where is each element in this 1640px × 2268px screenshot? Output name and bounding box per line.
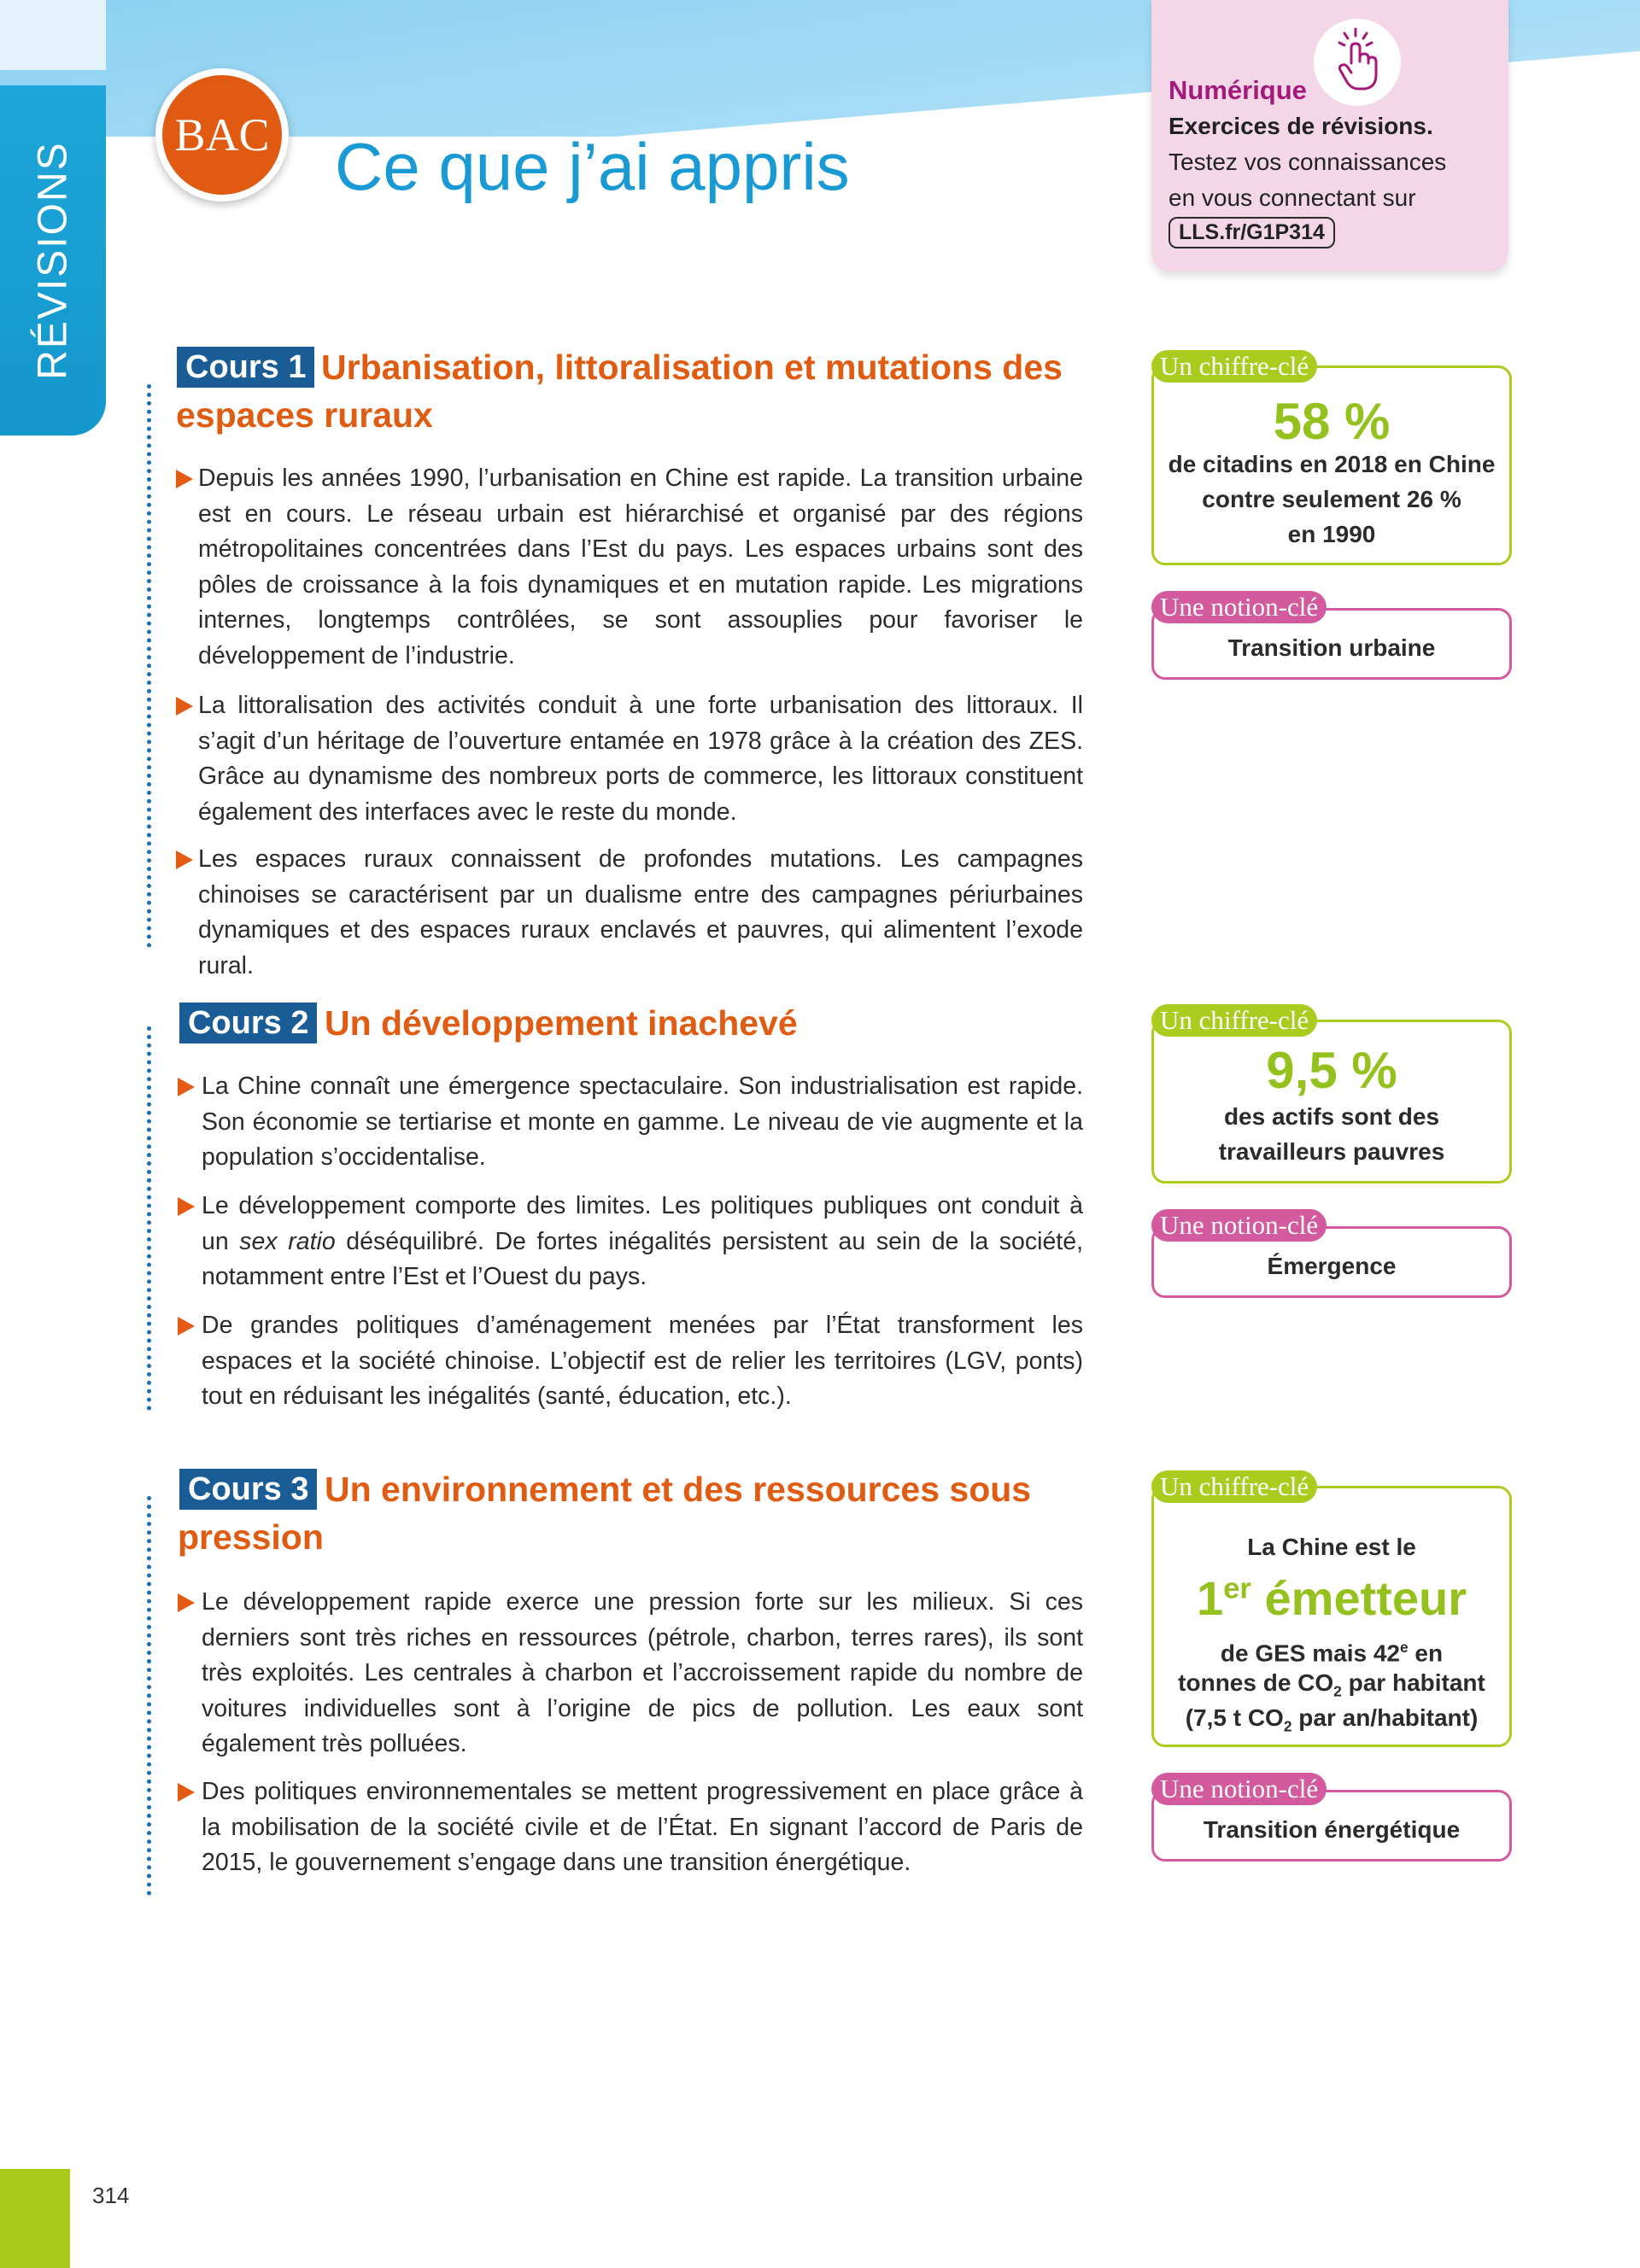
key-figure-value-word: émetteur [1264,1571,1467,1625]
numerique-box [1151,0,1508,272]
course-1-title-line-1: Urbanisation, littoralisation et mutations des [321,348,1063,387]
footer-block [0,2169,70,2268]
key-figure-value: 9,5 % [1266,1042,1397,1099]
course-3-paragraph-1: Le développement rapide exerce une pression forte sur les milieux. Si ces derniers sont très riches en ressources (pétrole, charbon, terres rares), ils sont très exploités. Les centrales à charbon et l’accroissement rapide du nombre de voitures individuelles sont à l’origine de pics de pollution. Les eaux sont également très polluées. [202,1588,1083,1757]
key-notion-label: Une notion-clé [1151,1209,1327,1242]
key-figure-card-2 [1151,1020,1512,1184]
bullet-icon [176,697,193,716]
course-3-title-line-1: Un environnement et des ressources sous [325,1470,1032,1509]
sex-ratio-term: sex ratio [239,1227,336,1255]
course-1-paragraph-1: Depuis les années 1990, l’urbanisation en Chine est rapide. La transition urbaine est en cours. Le réseau urbain est hiérarchisé et organisé par des régions métropolitaines concentrées dans l’Est du pays. Les espaces urbains sont des pôles de croissance à la fois dynamiques et en mutation rapide. Les migrations internes, longtemps contrôlées, se sont assouplies pour favoriser le développement de l’industrie. [198,465,1083,669]
key-figure-rank-sup: er [1223,1572,1251,1605]
key-figure-rank: 1 [1196,1571,1224,1625]
touch-hand-icon [1314,19,1401,106]
numerique-link[interactable]: LLS.fr/G1P314 [1168,217,1335,248]
key-figure-text-3 [1154,1700,1509,1745]
key-figure-text-3b: par an/habitant) [1298,1704,1479,1731]
course-2-paragraph-2 [202,1189,1083,1295]
key-figure-label: Un chiffre-clé [1151,1004,1317,1037]
bullet-icon [178,1078,195,1096]
numerique-line-3: en vous connectant sur [1168,184,1416,211]
key-figure-value [1154,1570,1509,1626]
numerique-line-1: Exercices de révisions. [1168,113,1433,139]
key-figure-text-1: de citadins en 2018 en Chine [1168,451,1496,477]
key-notion-label: Une notion-clé [1151,591,1327,623]
numerique-title: Numérique [1168,75,1307,105]
key-figure-text-2-sub: 2 [1333,1682,1342,1700]
course-2-tag: Cours 2 [179,1002,317,1043]
bac-badge [155,68,289,202]
course-3-title-line-2: pression [178,1517,324,1557]
bullet-icon [178,1593,195,1612]
key-notion-text: Transition énergétique [1203,1816,1461,1843]
bullet-icon [176,470,193,488]
course-2-paragraph-2-part-1: Le développement comporte des limites. Les politiques publiques ont conduit à un [202,1192,1083,1255]
side-tab-label: RÉVISIONS [30,141,76,380]
course-3-paragraph-2: Des politiques environnementales se mettent progressivement en place grâce à la mobilisation de la société civile et de l’État. En signant l’accord de Paris de 2015, le gouvernement s’engage dans une transition énergétique. [202,1778,1083,1876]
course-1-tag: Cours 1 [177,347,314,388]
key-figure-text-1a: de GES mais 42 [1220,1640,1400,1667]
key-figure-value: 58 % [1273,393,1391,450]
bullet-icon [178,1317,195,1336]
key-figure-text-2: contre seulement 26 % [1202,486,1461,512]
course-1-dotted-line [147,384,151,948]
key-figure-text-1: des actifs sont des [1223,1103,1440,1130]
key-figure-text-2: travailleurs pauvres [1218,1138,1445,1165]
course-1-paragraph-2: La littoralisation des activités conduit à une forte urbanisation des littoraux. Il s’agit d’un héritage de l’ouverture entamée en 1978 grâce à la création des ZES. Grâce au dynamisme des nombreux ports de commerce, les littoraux constituent également des interfaces avec le reste du monde. [198,692,1083,826]
key-figure-text-3-sub: 2 [1283,1717,1292,1735]
page-number: 314 [92,2183,130,2208]
key-figure-label: Un chiffre-clé [1151,350,1317,383]
key-figure-text-3a: (7,5 t CO [1185,1704,1284,1731]
bac-badge-label: BAC [174,109,270,161]
key-notion-text: Émergence [1267,1253,1397,1279]
key-figure-text-2a: tonnes de CO [1178,1669,1334,1696]
key-figure-card-3 [1151,1486,1512,1747]
course-1-paragraph-3: Les espaces ruraux connaissent de profondes mutations. Les campagnes chinoises se caractérisent par un dualisme entre des campagnes périurbaines dynamiques et des espaces ruraux enclavés et pauvres, qui alimentent l’exode rural. [198,845,1083,979]
course-2-paragraph-2-part-2: déséquilibré. De fortes inégalités persistent au sein de la société, notamment entre l’Est et l’Ouest du pays. [202,1227,1083,1290]
corner-block [0,0,106,70]
key-figure-text-1-sup: e [1399,1639,1409,1656]
bullet-icon [178,1197,195,1216]
bullet-icon [176,850,193,869]
key-figure-text-2b: par habitant [1348,1669,1485,1696]
key-figure-text-3: en 1990 [1287,521,1376,547]
key-figure-intro: La Chine est le [1247,1534,1416,1560]
key-figure-card-1 [1151,365,1512,565]
page-title: Ce que j’ai appris [335,129,850,204]
course-3-tag: Cours 3 [179,1469,317,1510]
key-notion-text: Transition urbaine [1227,634,1436,661]
key-notion-label: Une notion-clé [1151,1773,1327,1805]
course-2-dotted-line [147,1026,151,1411]
course-3-dotted-line [147,1496,151,1896]
course-1-title-line-2: espaces ruraux [176,395,433,435]
key-figure-text-1b: en [1414,1640,1444,1667]
course-2-paragraph-1: La Chine connaît une émergence spectaculaire. Son industrialisation est rapide. Son économie se tertiarise et monte en gamme. Le niveau de vie augmente et la population s’occidentalise. [202,1073,1083,1171]
bullet-icon [178,1783,195,1802]
numerique-line-2: Testez vos connaissances [1168,149,1447,175]
course-2-title: Un développement inachevé [325,1003,798,1043]
key-figure-label: Un chiffre-clé [1151,1470,1317,1503]
course-2-paragraph-3: De grandes politiques d’aménagement menées par l’État transforment les espaces et la société chinoise. L’objectif est de relier les territoires (LGV, ponts) tout en réduisant les inégalités (santé, éducation, etc.). [202,1312,1083,1410]
